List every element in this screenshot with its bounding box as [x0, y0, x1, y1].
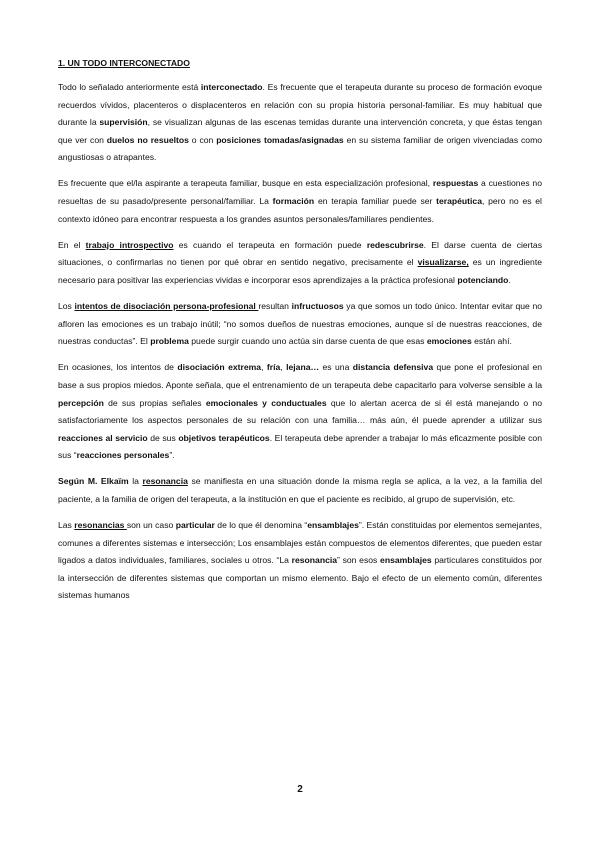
text-run: en su sistema familiar de origen vivenciadas como angustiosas o atrapantes.	[58, 134, 543, 163]
bold-text: reacciones al servicio	[58, 432, 148, 443]
bold-text: duelos no resueltos	[106, 134, 189, 145]
text-run: ” son esos	[337, 555, 381, 566]
bold-text: terapéutica	[436, 196, 482, 207]
bold-text: resonancias	[74, 520, 127, 531]
text-run: ,	[261, 362, 267, 373]
text-run: Los	[58, 301, 75, 312]
bold-text: posiciones tomadas/asignadas	[216, 134, 344, 145]
body-text	[58, 79, 542, 605]
bold-text: reacciones personales	[76, 450, 170, 461]
bold-text: objetivos terapéuticos	[178, 432, 270, 443]
bold-text: visualizarse,	[417, 257, 469, 268]
bold-text: lejana…	[286, 362, 320, 373]
text-run: . El darse cuenta de ciertas situaciones, o confirmarlas no tienen por qué obrar en sentido negativo, precisamente el	[58, 239, 543, 268]
paragraph	[58, 517, 542, 605]
text-run: de sus propias señales	[103, 397, 206, 408]
page-number: 2	[297, 784, 303, 795]
paragraph	[58, 359, 542, 465]
bold-text: ensamblajes	[307, 520, 359, 531]
paragraph	[58, 298, 542, 351]
text-run: Es frecuente que el/la aspirante a terapeuta familiar, busque en esta especialización profesional,	[58, 178, 433, 189]
text-run: resultan	[258, 301, 292, 312]
paragraph	[58, 473, 542, 508]
text-run: que pone el profesional en base a sus propios miedos. Aponte señala, que el entrenamiento de un terapeuta debe capacitarlo para volverse sensible a la	[58, 362, 542, 390]
paragraph	[58, 79, 542, 167]
text-run: .	[508, 274, 511, 285]
text-run: a cuestiones no resueltas de su pasado/presente personal/familiar. La	[58, 178, 542, 207]
text-run: que lo alertan acerca de si él está manejando o no satisfactoriamente los aspectos personales de su relación con una familia… más aún, él puede aprender a utilizar sus	[58, 397, 542, 426]
bold-text: percepción	[58, 397, 104, 408]
text-run: En el	[58, 239, 86, 250]
text-run: particulares constituidos por la intersección de diferentes sistemas que comportan un mismo elemento. Bajo el efecto de un elemento común, diferentes sistemas humanos	[58, 555, 542, 601]
text-run: . El terapeuta debe aprender a trabajar lo más eficazmente posible con sus “	[58, 432, 542, 461]
text-run: o con	[188, 134, 217, 145]
section-heading: 1. UN TODO INTERCONECTADO	[58, 58, 190, 68]
text-run: Todo lo señalado anteriormente está	[58, 82, 201, 92]
paragraph	[58, 237, 542, 290]
bold-text: respuestas	[432, 178, 479, 189]
text-run: de sus	[147, 432, 179, 443]
text-run: es cuando el terapeuta en formación puede	[173, 239, 367, 250]
text-run: , pero no es el contexto idóneo para encontrar respuesta a los grandes asuntos personales/familiares pendientes.	[58, 196, 542, 224]
bold-text: particular	[175, 520, 215, 531]
bold-text: infructuosos	[291, 301, 344, 312]
text-run: es un ingrediente necesario para positivar las experiencias vividas e incorporar esos aprendizajes a la práctica profesional	[58, 257, 542, 285]
text-run: ,	[280, 362, 287, 373]
bold-text: intentos de disociación persona-profesional	[74, 301, 259, 312]
text-run: se manifiesta en una situación donde la misma regla se aplica, a la vez, a la familia del paciente, a la familia de origen del terapeuta, a la institución en que el paciente es recibido, al grupo de supervisión, etc.	[58, 476, 543, 504]
text-run: en terapia familiar puede ser	[314, 196, 437, 207]
bold-text: ensamblajes	[380, 555, 432, 566]
bold-text: potenciando	[457, 274, 509, 285]
text-run: de lo que él denomina “	[214, 520, 308, 531]
text-run: ”. Están constituidas por elementos semejantes, comunes a diferentes sistemas e intersección; Los ensamblajes están compuestos de elementos diferentes, que pueden estar ligados a datos individuales, familiares, sociales u otros. “La	[58, 520, 542, 566]
text-run: Las	[58, 520, 75, 531]
text-run: es una	[319, 362, 353, 373]
document-page	[58, 58, 542, 614]
bold-text: Según M. Elkaïm	[58, 476, 129, 487]
bold-text: distancia defensiva	[352, 362, 434, 373]
bold-text: emociones	[426, 336, 472, 347]
paragraph	[58, 175, 542, 228]
text-run: . Es frecuente que el terapeuta durante su proceso de formación evoque recuerdos vívidos, placenteros o displacenteros en relación con su propia historia personal-familiar. Es muy habitual que durante la	[58, 82, 542, 128]
text-run: puede surgir cuando uno actúa sin darse cuenta de que esas	[188, 336, 427, 347]
bold-text: supervisión	[99, 117, 148, 128]
bold-text: redescubrirse	[366, 239, 424, 250]
text-run: ”.	[169, 450, 175, 461]
text-run: están ahí.	[471, 336, 512, 347]
bold-text: disociación extrema	[177, 362, 262, 373]
text-run: la	[128, 476, 143, 487]
text-run: son un caso	[126, 520, 176, 531]
bold-text: fría	[266, 362, 281, 373]
bold-text: problema	[150, 336, 189, 347]
bold-text: trabajo introspectivo	[85, 239, 174, 250]
bold-text: emocionales y conductuales	[205, 397, 327, 408]
bold-text: resonancia	[291, 555, 338, 566]
bold-text: resonancia	[142, 476, 188, 487]
bold-text: formación	[272, 196, 315, 207]
text-run: , se visualizan algunas de las escenas temidas durante una intervención concreta, y que éstas tengan que ver con	[58, 117, 542, 145]
text-run: ya que somos un todo único. Intentar evitar que no afloren las emociones es un trabajo inútil; “no somos dueños de nuestras emociones, aunque sí de nuestras reacciones, de nuestras conductas”. El	[58, 301, 543, 347]
text-run: En ocasiones, los intentos de	[58, 362, 178, 373]
bold-text: interconectado	[200, 82, 263, 92]
